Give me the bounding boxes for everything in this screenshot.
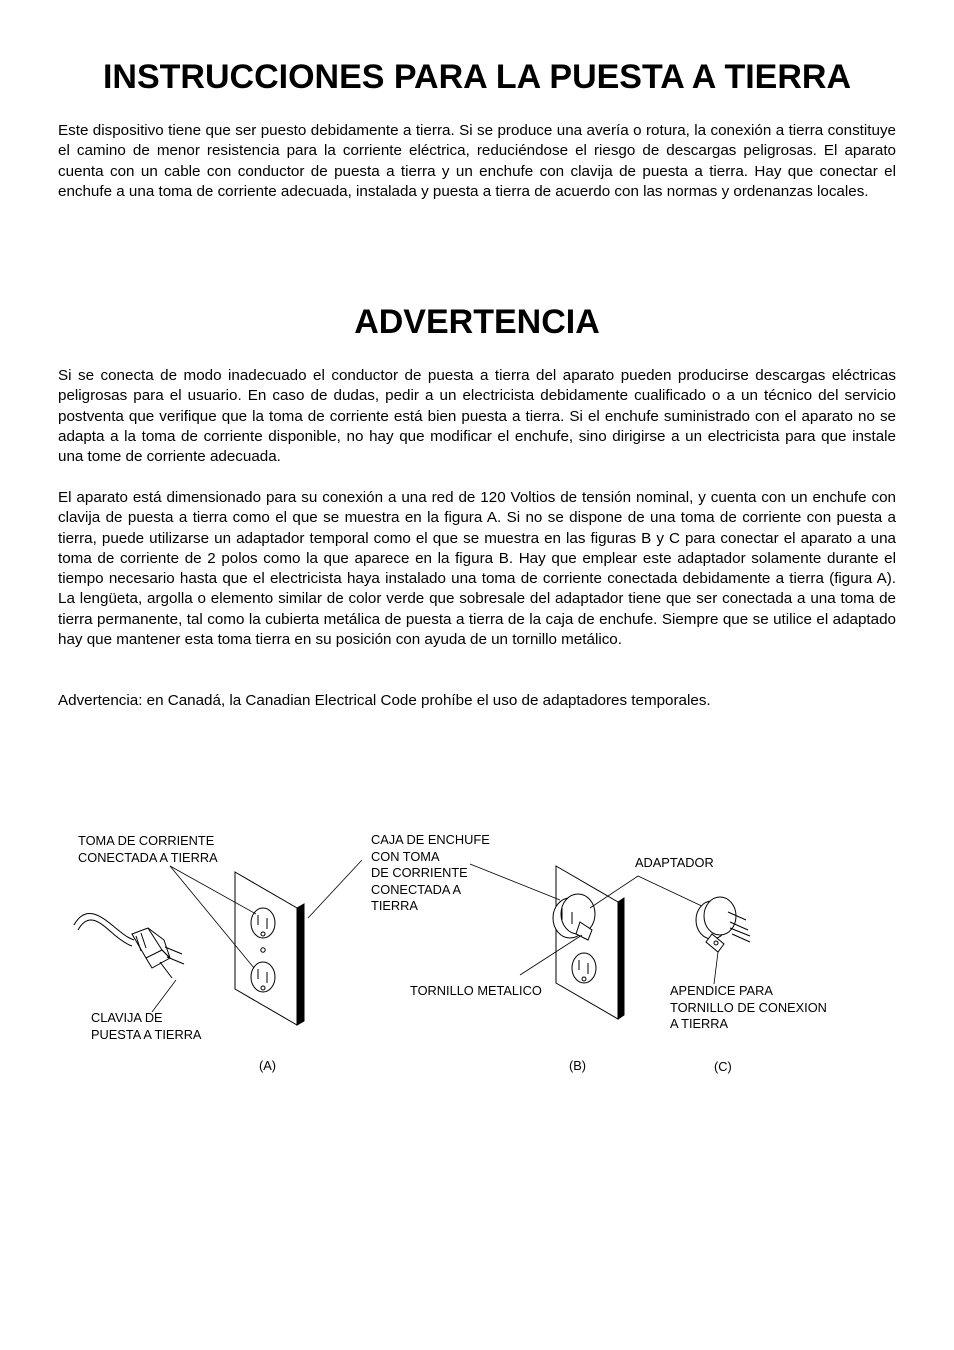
caption-figure-a: (A) bbox=[259, 1058, 277, 1073]
caption-figure-c: (C) bbox=[714, 1059, 732, 1074]
grounding-paragraph: Este dispositivo tiene que ser puesto debidamente a tierra. Si se produce una avería o rotura, la conexión a tierra constituye el camino de menor resistencia para la corriente eléctrica, reduciéndose el riesgo de descargas peligrosas. El aparato cuenta con un cable con conductor de puesta a tierra y un enchufe con clavija de puesta a tierra. Hay que conectar el enchufe a una toma de corriente adecuada, instalada y puesta a tierra de acuerdo con las normas y ordenanzas locales. bbox=[58, 122, 896, 200]
label-adaptador: ADAPTADOR bbox=[635, 855, 714, 870]
label-toma-conectada: TOMA DE CORRIENTE CONECTADA A TIERRA bbox=[78, 833, 218, 865]
outlet-with-adapter-illustration bbox=[553, 866, 624, 1019]
label-apendice: APENDICE PARA TORNILLO DE CONEXION A TIERRA bbox=[670, 983, 827, 1032]
grounded-outlet-illustration bbox=[235, 872, 304, 1025]
warning-paragraph-2: El aparato está dimensionado para su conexión a una red de 120 Voltios de tensión nominal, y cuenta con un enchufe con clavija de puesta a tierra como el que se muestra en la figura A. Si no se dispone de una toma de corriente con puesta a tierra, puede utilizarse un adaptador temporal como el que se muestra en las figuras B y C para conectar el aparato a una toma de corriente de 2 polos como la que aparece en la figura B. Hay que emplear este adaptador solamente durante el tiempo necesario hasta que el electricista haya instalado una toma de corriente conectada debidamente a tierra (figura A). La lengüeta, argolla o elemento similar de color verde que sobresale del adaptador tiene que ser conectada a una toma de tierra permanente, tal como la cubierta metálica de puesta a tierra de la caja de enchufe. Siempre que se utilice el adaptado hay que mantener esta toma tierra en su posición con ayuda de un tornillo metálico. bbox=[58, 489, 896, 649]
caption-figure-b: (B) bbox=[569, 1058, 587, 1073]
warning-title: ADVERTENCIA bbox=[354, 303, 600, 341]
label-tornillo: TORNILLO METALICO bbox=[410, 983, 542, 998]
warning-paragraph-1: Si se conecta de modo inadecuado el conductor de puesta a tierra del aparato pueden producirse descargas eléctricas peligrosas para el usuario. En caso de dudas, pedir a un electricista debidamente cualificado o a un técnico del servicio postventa que verifique que la toma de corriente está bien puesta a tierra. Si el enchufe suministrado con el aparato no se adapta a la toma de corriente disponible, no hay que modificar el enchufe, sino dirigirse a un electricista para que instale una tome de corriente adecuada. bbox=[58, 367, 896, 466]
adapter-illustration bbox=[696, 897, 750, 984]
label-caja-enchufe: CAJA DE ENCHUFE CON TOMA DE CORRIENTE CONECTADA A TIERRA bbox=[371, 832, 490, 914]
grounded-plug-illustration bbox=[74, 913, 184, 978]
grounding-instructions-title: INSTRUCCIONES PARA LA PUESTA A TIERRA bbox=[102, 58, 852, 96]
warning-paragraph-canada: Advertencia: en Canadá, la Canadian Electrical Code prohíbe el uso de adaptadores temporales. bbox=[58, 692, 711, 709]
label-clavija: CLAVIJA DE PUESTA A TIERRA bbox=[91, 1010, 202, 1042]
